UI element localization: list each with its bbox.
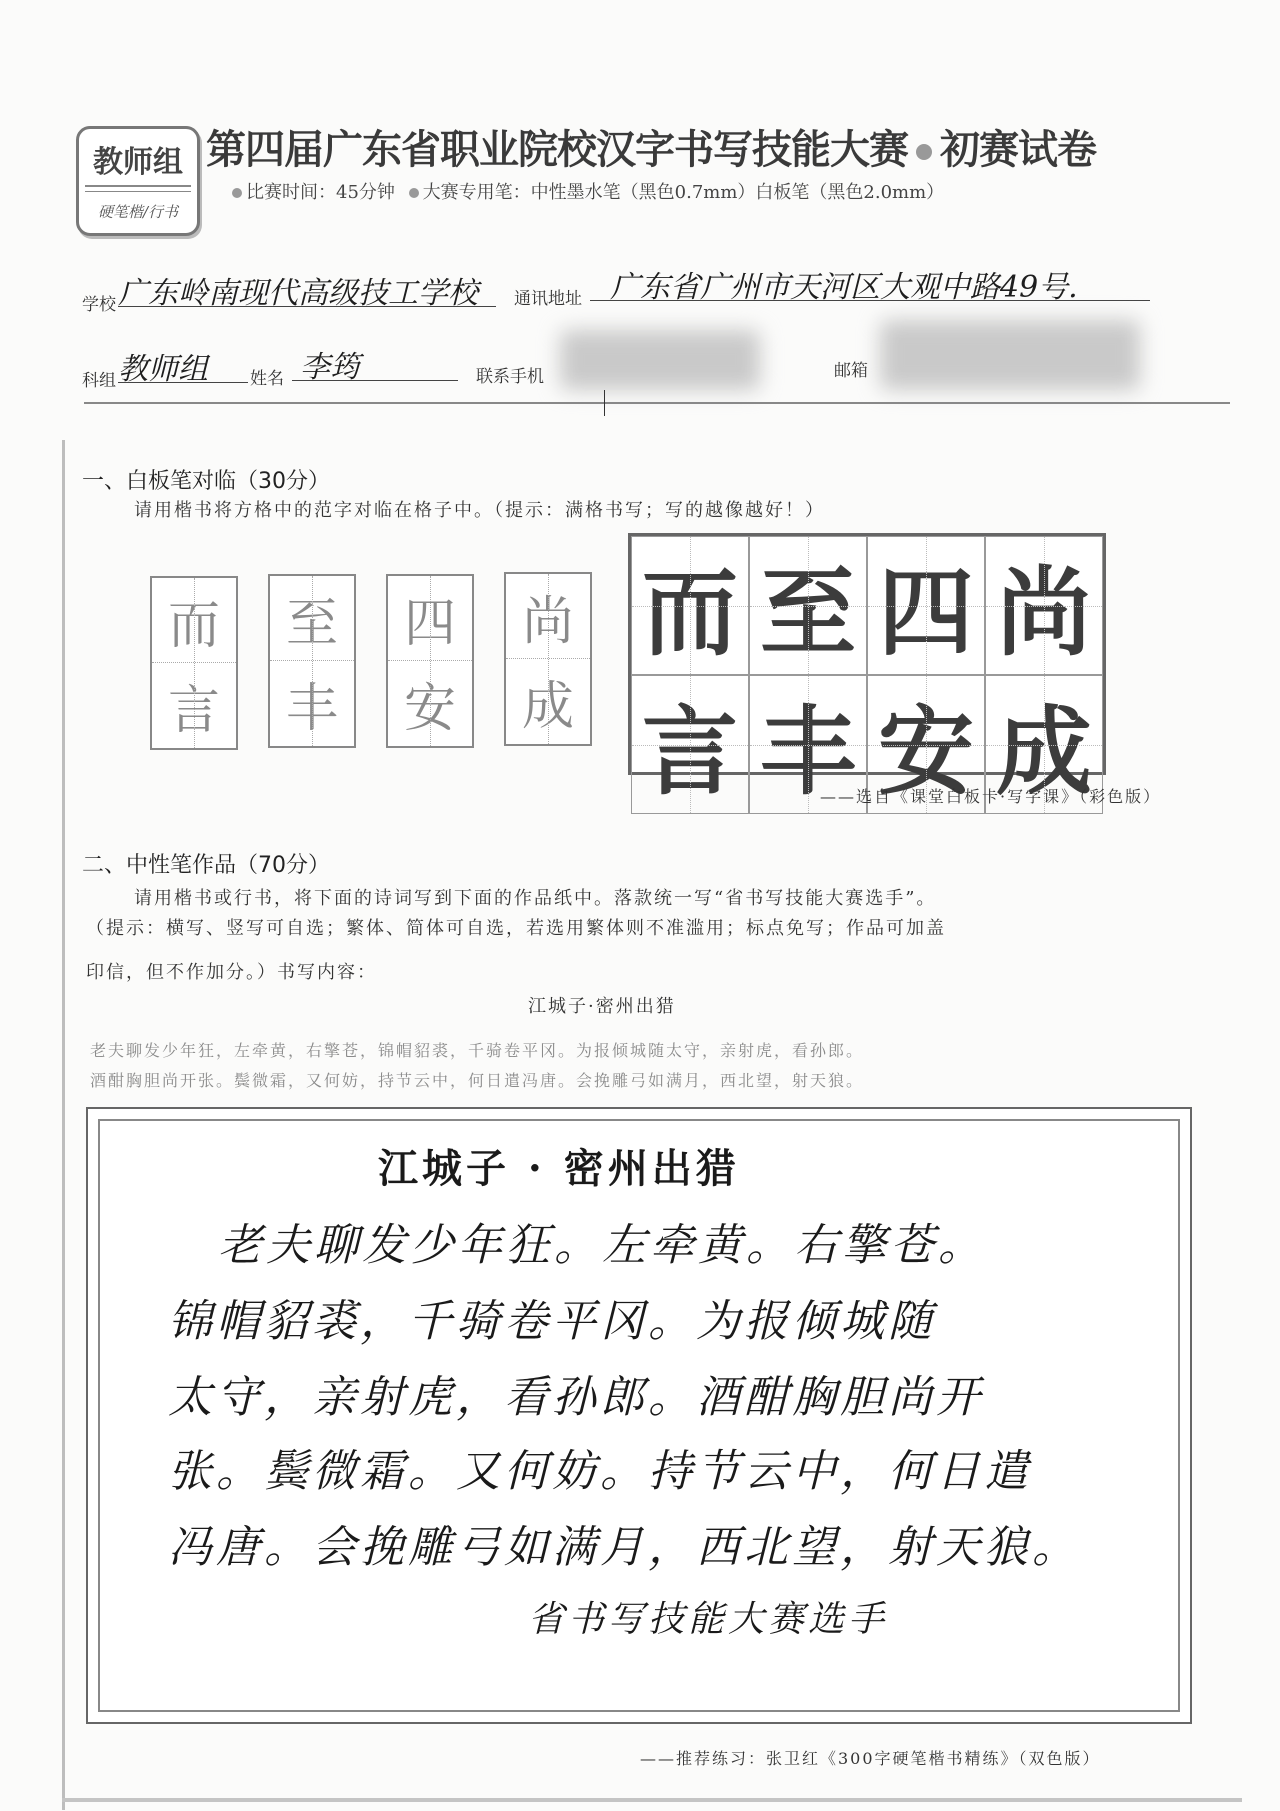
practice-char: 而 bbox=[152, 578, 236, 663]
time-info: 比赛时间：45分钟 bbox=[246, 182, 395, 203]
bullet-icon bbox=[409, 188, 419, 198]
page-bottom-edge bbox=[62, 1798, 1242, 1802]
group-field[interactable] bbox=[118, 344, 248, 387]
section2-instruction: 印信，但不作加分。）书写内容： bbox=[86, 962, 377, 983]
school-field[interactable] bbox=[118, 268, 496, 311]
practice-char: 四 bbox=[388, 576, 472, 661]
model-char: 言 bbox=[631, 675, 749, 814]
group-value: 教师组 bbox=[118, 352, 208, 387]
section1-instruction: 请用楷书将方格中的范字对临在格子中。（提示：满格书写；写的越像越好！） bbox=[134, 500, 825, 521]
work-line: 张。鬓微霜。又何妨。持节云中，何日遣 bbox=[168, 1446, 1032, 1497]
pen-mark bbox=[604, 390, 605, 416]
page-edge bbox=[62, 440, 65, 1810]
work-line: 锦帽貂裘，千骑卷平冈。为报倾城随 bbox=[168, 1296, 936, 1347]
title-main: 第四届广东省职业院校汉字书写技能大赛 bbox=[206, 127, 908, 173]
practice-char: 至 bbox=[270, 576, 354, 661]
practice-char: 丰 bbox=[270, 661, 354, 746]
practice-grid[interactable] bbox=[150, 576, 238, 750]
phone-redacted bbox=[560, 330, 760, 390]
section1-heading: 一、白板笔对临（30分） bbox=[82, 469, 330, 494]
work-signature: 省书写技能大赛选手 bbox=[528, 1599, 889, 1640]
practice-grid[interactable] bbox=[268, 574, 356, 748]
bullet-icon bbox=[232, 188, 242, 198]
address-label: 通讯地址 bbox=[514, 289, 582, 309]
work-paper[interactable] bbox=[86, 1107, 1192, 1724]
practice-char: 尚 bbox=[506, 574, 590, 659]
model-char: 尚 bbox=[985, 536, 1103, 675]
exam-title bbox=[206, 118, 1096, 175]
name-value: 李筠 bbox=[300, 350, 360, 385]
work-line: 老夫聊发少年狂。左牵黄。右擎苍。 bbox=[218, 1220, 986, 1271]
pen-info: 大赛专用笔：中性墨水笔（黑色0.7mm）白板笔（黑色2.0mm） bbox=[422, 182, 945, 203]
name-label: 姓名 bbox=[250, 369, 284, 389]
practice-char: 言 bbox=[152, 663, 236, 748]
model-char: 至 bbox=[749, 536, 867, 675]
address-field[interactable] bbox=[590, 262, 1150, 305]
email-label: 邮箱 bbox=[834, 361, 868, 381]
practice-char: 成 bbox=[506, 659, 590, 744]
work-title: 江城子 · 密州出猎 bbox=[378, 1145, 740, 1192]
section1-source: ——选自《课堂白板卡·写字课》（彩色版） bbox=[820, 787, 1162, 806]
badge-title: 教师组 bbox=[93, 145, 183, 180]
poem-line: 酒酣胸胆尚开张。鬓微霜，又何妨，持节云中，何日遣冯唐。会挽雕弓如满月，西北望，射天狼。 bbox=[90, 1071, 865, 1090]
practice-grid[interactable] bbox=[504, 572, 592, 746]
group-label: 科组 bbox=[82, 371, 116, 391]
header-divider bbox=[84, 402, 1230, 404]
model-char: 安 bbox=[867, 675, 985, 814]
phone-label: 联系手机 bbox=[476, 367, 544, 387]
name-field[interactable] bbox=[292, 342, 458, 385]
title-suffix: 初赛试卷 bbox=[940, 127, 1096, 173]
work-line: 太守，亲射虎，看孙郎。酒酣胸胆尚开 bbox=[168, 1372, 984, 1423]
recommend-note: ——推荐练习：张卫红《300字硬笔楷书精练》（双色版） bbox=[640, 1749, 1101, 1768]
badge-divider bbox=[85, 185, 191, 192]
section2-instruction: （提示：横写、竖写可自选；繁体、简体可自选，若选用繁体则不准滥用；标点免写；作品可加盖 bbox=[86, 918, 946, 939]
group-badge bbox=[76, 126, 200, 236]
practice-char: 安 bbox=[388, 661, 472, 746]
bullet-icon bbox=[916, 144, 932, 160]
exam-subtitle bbox=[232, 178, 944, 204]
school-value: 广东岭南现代高级技工学校 bbox=[118, 276, 478, 311]
email-redacted bbox=[880, 320, 1140, 390]
model-char: 丰 bbox=[749, 675, 867, 814]
poem-title: 江城子·密州出猎 bbox=[528, 996, 676, 1017]
section2-heading: 二、中性笔作品（70分） bbox=[82, 853, 330, 878]
work-line: 冯唐。会挽雕弓如满月，西北望，射天狼。 bbox=[168, 1522, 1080, 1573]
model-char: 成 bbox=[985, 675, 1103, 814]
model-char: 四 bbox=[867, 536, 985, 675]
school-label: 学校 bbox=[82, 295, 116, 315]
practice-grid[interactable] bbox=[386, 574, 474, 748]
address-value: 广东省广州市天河区大观中路49号. bbox=[610, 270, 1078, 305]
badge-subtitle: 硬笔楷/行书 bbox=[97, 203, 179, 221]
poem-line: 老夫聊发少年狂，左牵黄，右擎苍，锦帽貂裘，千骑卷平冈。为报倾城随太守，亲射虎，看孙郎。 bbox=[90, 1041, 865, 1060]
model-char: 而 bbox=[631, 536, 749, 675]
section2-instruction: 请用楷书或行书，将下面的诗词写到下面的作品纸中。落款统一写“省书写技能大赛选手”。 bbox=[134, 888, 937, 909]
